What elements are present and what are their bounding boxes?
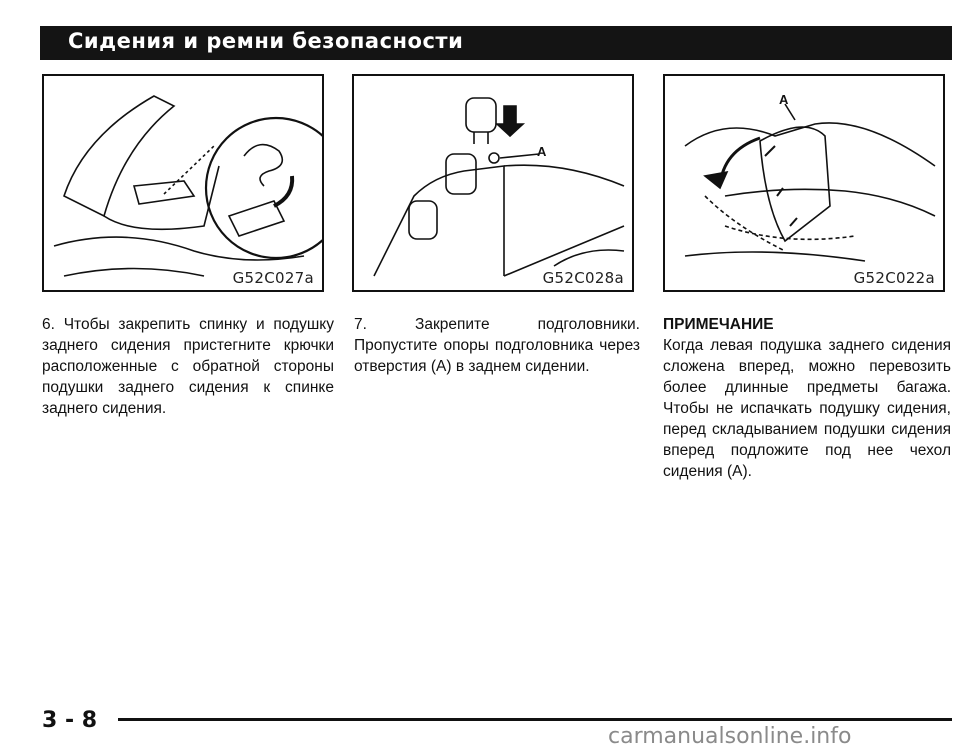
callout-a: A: [779, 92, 789, 107]
figure-seat-hook: [42, 74, 324, 292]
figure-code: G52C028a: [542, 269, 624, 287]
figure-headrests: [352, 74, 634, 292]
header-bar: [40, 26, 952, 60]
page-number: 3 - 8: [42, 708, 98, 733]
section-title: Сидения и ремни безопасности: [68, 29, 464, 53]
step-6-text: 6. Чтобы закрепить спинку и подушку заднего сидения пристегните крючки расположенные с обратной стороны подушки заднего сидения к спинке заднего сидения.: [42, 316, 334, 417]
seat-cover-illustration: [665, 76, 945, 292]
note-title: ПРИМЕЧАНИЕ: [663, 316, 774, 333]
figure-seat-cover: [663, 74, 945, 292]
step-7-text: 7. Закрепите подголовники. Пропустите опоры подголовника через отверстия (А) в заднем сидении.: [354, 316, 640, 375]
footer-rule: [118, 718, 952, 721]
seat-hook-illustration: [44, 76, 324, 292]
callout-a: A: [537, 144, 547, 159]
note-text: Когда левая подушка заднего сидения сложена вперед, можно перевозить более длинные предметы багажа. Чтобы не испачкать подушку сидения, перед складыванием подушки сидения вперед подложите под нее чехол сидения (А).: [663, 337, 951, 480]
watermark: carmanualsonline.info: [608, 724, 852, 749]
figure-code: G52C022a: [853, 269, 935, 287]
note-block: [663, 314, 951, 482]
figure-code: G52C027a: [232, 269, 314, 287]
headrest-illustration: [354, 76, 634, 292]
